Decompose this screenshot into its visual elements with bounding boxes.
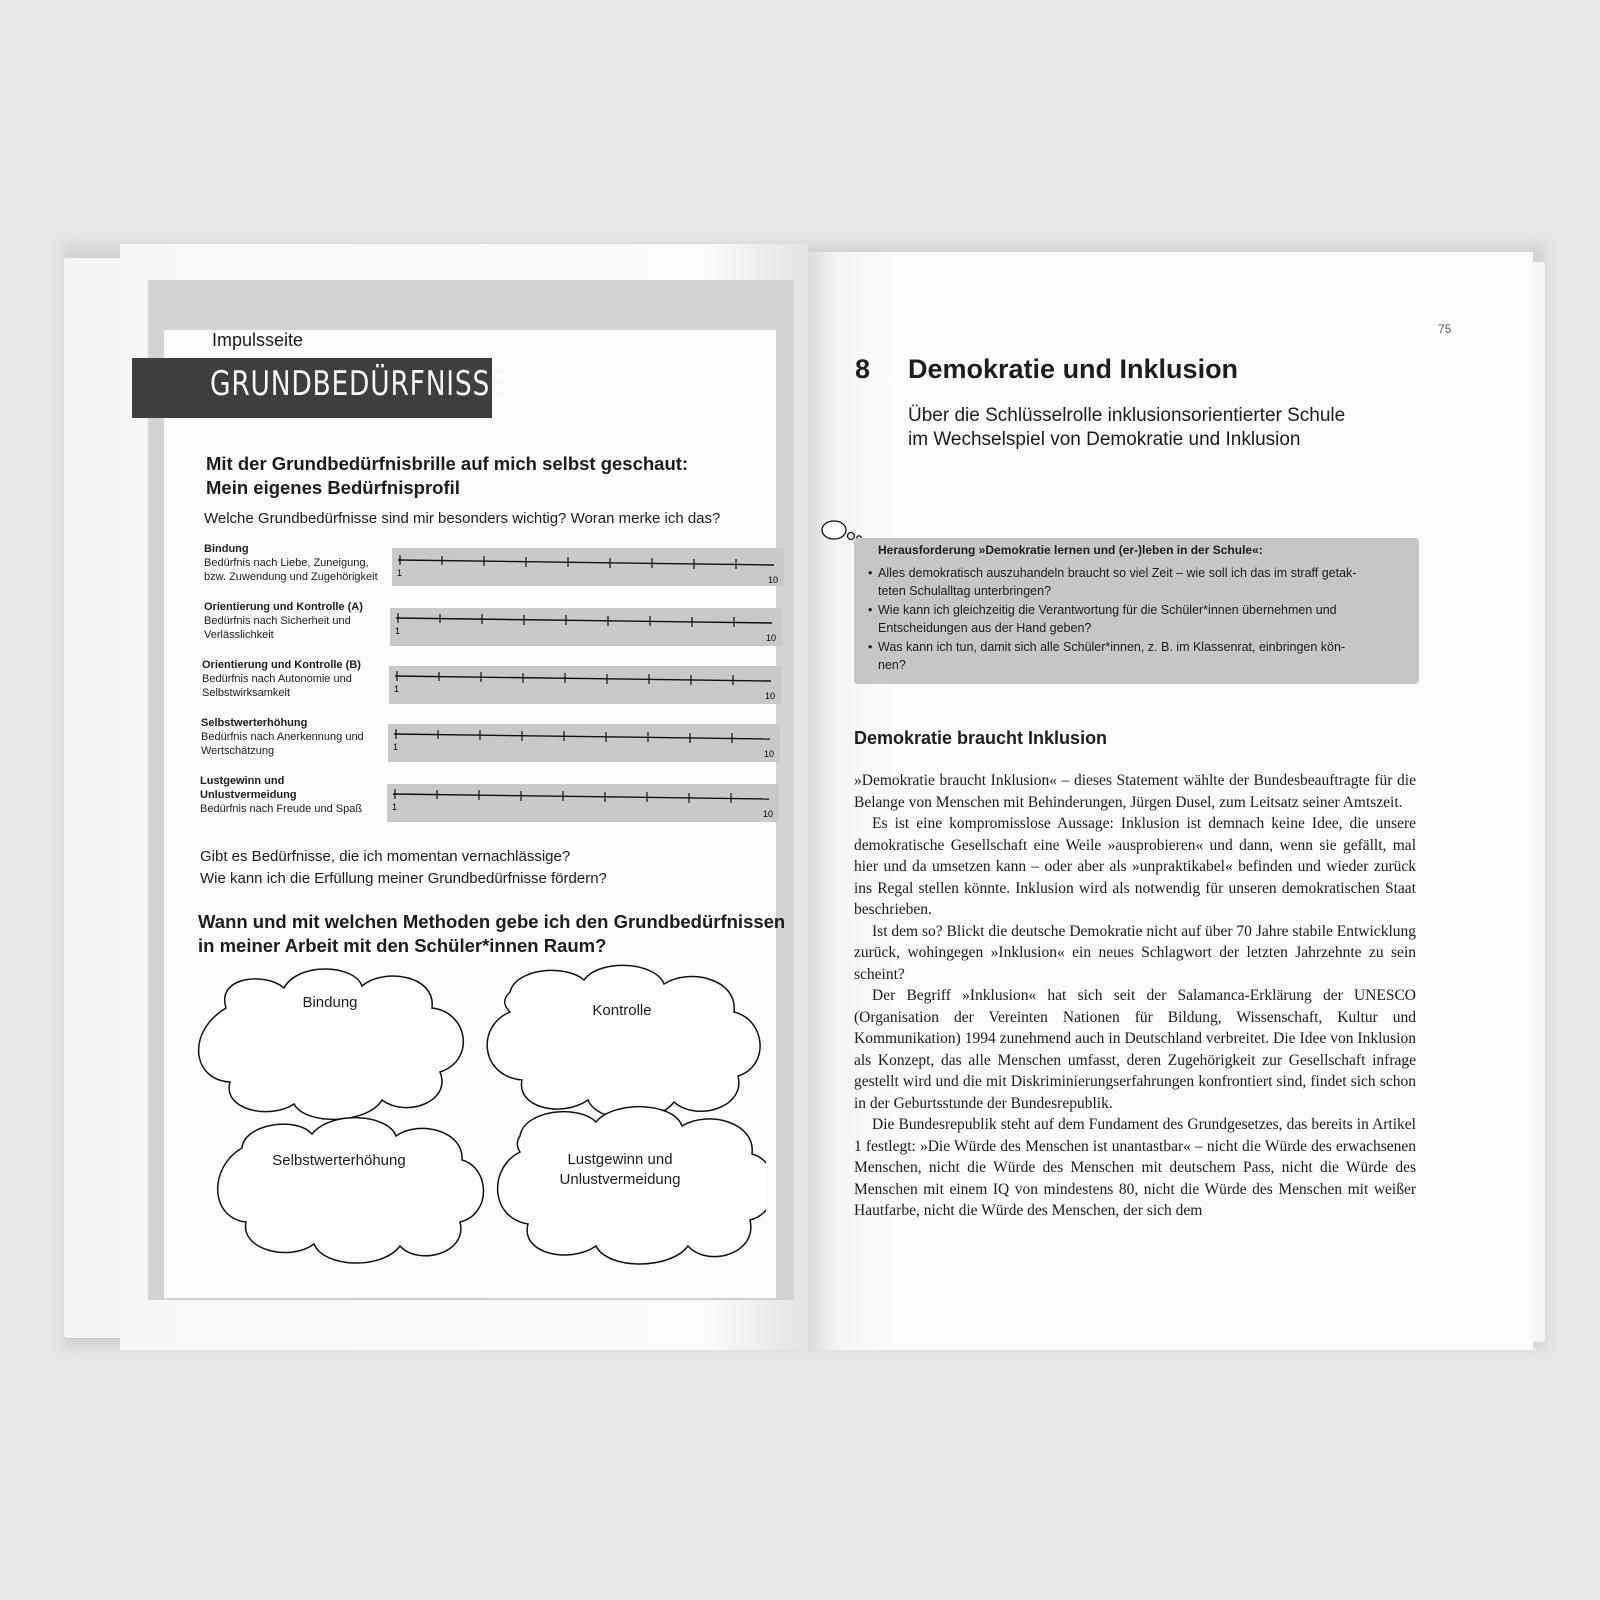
- cloud-label-bindung: Bindung: [302, 994, 358, 1011]
- paragraph: Ist dem so? Blickt die deutsche Demokratie nicht auf über 70 Jahre stabile Entwicklung zurück, wohingegen »Inklusion« ein neues Schlagwort der letzten Jahrzehnte zu sein scheint?: [854, 922, 1416, 983]
- question-line: Wie kann ich die Erfüllung meiner Grundbedürfnisse fördern?: [200, 870, 607, 887]
- need-label-lustgewinn: [200, 774, 380, 816]
- need-desc: Verlässlichkeit: [204, 629, 274, 641]
- cloud-label-kontrolle: Kontrolle: [592, 1002, 652, 1019]
- section-label: Impulsseite: [212, 330, 304, 350]
- bullet-line: nen?: [878, 658, 906, 672]
- heading-profile-line2: Mein eigenes Bedürfnisprofil: [206, 477, 460, 498]
- scale-max: 10: [766, 633, 777, 643]
- heading-methods: [198, 910, 785, 958]
- bullet-icon: •: [868, 640, 873, 654]
- need-title: Lustgewinn und: [200, 775, 285, 787]
- scale-min: 1: [394, 684, 400, 694]
- chapter-number: 8: [855, 354, 871, 384]
- chapter-subtitle: [908, 404, 1448, 452]
- cloud-label-line: Unlustvermeidung: [559, 1171, 681, 1188]
- scale-max: 10: [763, 809, 774, 819]
- scale-min: 1: [392, 802, 398, 812]
- rating-scale-orientierung-a[interactable]: [390, 608, 782, 646]
- need-label-orientierung-b: [202, 658, 382, 700]
- subtitle-line: Über die Schlüsselrolle inklusionsorientierter Schule: [908, 405, 1346, 426]
- need-label-bindung: [204, 542, 384, 584]
- need-desc: Bedürfnis nach Autonomie und: [202, 673, 352, 685]
- body-text: [854, 770, 1416, 1222]
- rating-scale-selbstwert[interactable]: [388, 724, 780, 762]
- heading-methods-line2: in meiner Arbeit mit den Schüler*innen Raum?: [198, 935, 607, 956]
- rating-scale-orientierung-b[interactable]: [389, 666, 781, 704]
- need-desc: Selbstwirksamkeit: [202, 687, 291, 699]
- need-desc: Bedürfnis nach Sicherheit und: [204, 615, 351, 627]
- need-label-orientierung-a: [204, 600, 384, 642]
- bullet-icon: •: [868, 603, 873, 617]
- need-label-selbstwert: [201, 716, 381, 758]
- cloud-kontrolle-shape: [487, 965, 760, 1119]
- need-desc: Bedürfnis nach Freude und Spaß: [200, 803, 363, 815]
- cloud-label-line: Lustgewinn und: [567, 1151, 673, 1168]
- bullet-icon: •: [868, 566, 873, 580]
- question-neglected-needs: [200, 846, 607, 890]
- banner-title: GRUNDBEDÜRFNISSE: [210, 364, 508, 404]
- question-important-needs: Welche Grundbedürfnisse sind mir besonders wichtig? Woran merke ich das?: [204, 510, 721, 527]
- bullet-line: Was kann ich tun, damit sich alle Schüler*innen, z. B. im Klassenrat, einbringen kön-: [878, 640, 1346, 654]
- cloud-label-selbstwert: Selbstwerterhöhung: [272, 1152, 406, 1169]
- bullet-line: Entscheidungen aus der Hand geben?: [878, 621, 1092, 635]
- question-line: Gibt es Bedürfnisse, die ich momentan vernachlässige?: [200, 848, 571, 865]
- need-title: Bindung: [204, 543, 249, 555]
- rating-scale-lustgewinn[interactable]: [387, 784, 779, 822]
- need-desc: Bedürfnis nach Liebe, Zuneigung,: [204, 557, 369, 569]
- need-title: Orientierung und Kontrolle (A): [204, 601, 363, 613]
- cloud-selbstwert-shape: [218, 1118, 484, 1263]
- scale-max: 10: [764, 749, 775, 759]
- cloud-bindung-shape: [199, 969, 464, 1119]
- section-heading: Demokratie braucht Inklusion: [854, 728, 1108, 748]
- bullet-line: Alles demokratisch auszuhandeln braucht so viel Zeit – wie soll ich das im straff getak-: [878, 566, 1357, 580]
- heading-profile-line1: Mit der Grundbedürfnisbrille auf mich selbst geschaut:: [206, 453, 689, 474]
- scale-min: 1: [395, 626, 401, 636]
- bullet-line: teten Schulalltag unterbringen?: [878, 584, 1052, 598]
- paragraph: Der Begriff »Inklusion« hat sich seit der Salamanca-Erklärung der UNESCO (Organisation der Vereinten Nationen für Bildung, Wissenschaft, Kultur und Kommunikation) 1994 zunehmend auch in Deutschland verbreitet. Die Idee von Inklusion als Konzept, das alle Menschen umfasst, deren Zugehörigkeit zur Gesellschaft infrage gestellt wird und die mit Diskriminierungserfahrungen konfrontiert sind, findet sich schon in der Geburtsstunde der Bundesrepublik.: [854, 987, 1416, 1112]
- need-title: Orientierung und Kontrolle (B): [202, 659, 361, 671]
- heading-profile: [206, 452, 688, 500]
- paragraph: Es ist eine kompromisslose Aussage: Inklusion ist demnach keine Idee, die unsere demokratische Gesellschaft eine Weile »ausprobieren« und dann, wenn sie gefällt, mal hier und da umsetzen kann – oder aber als »unpraktikabel« befinden und wieder zurück ins Regal stellen könnte. Inklusion wird als notwendig für unseren demokratischen Staat beschrieben.: [854, 815, 1416, 918]
- scale-max: 10: [765, 691, 776, 701]
- scale-max: 10: [768, 575, 779, 585]
- need-title-line2: Unlustvermeidung: [200, 789, 297, 801]
- rating-scale-bindung[interactable]: [392, 548, 784, 586]
- paragraph: Die Bundesrepublik steht auf dem Fundament des Grundgesetzes, das bereits in Artikel 1 festlegt: »Die Würde des Menschen ist unantastbar« – nicht die Würde des erwachsenen Menschen, nicht die Würde des Menschen mit deutschem Pass, nicht die Würde des Menschen mit einem IQ von mindestens 80, nicht die Würde des Menschen mit weißer Hautfarbe, nicht die Würde des Menschen, der sich dem: [854, 1116, 1416, 1219]
- cloud-label-lustgewinn: [540, 1150, 700, 1190]
- page-number: 75: [1438, 322, 1452, 336]
- chapter-title: Demokratie und Inklusion: [908, 354, 1239, 384]
- scale-min: 1: [397, 568, 403, 578]
- subtitle-line: im Wechselspiel von Demokratie und Inklusion: [908, 429, 1301, 450]
- heading-methods-line1: Wann und mit welchen Methoden gebe ich den Grundbedürfnissen: [198, 911, 786, 932]
- paragraph: »Demokratie braucht Inklusion« – dieses Statement wählte der Bundesbeauftragte für die Belange von Menschen mit Behinderungen, Jürgen Dusel, zum Leitsatz seiner Amtszeit.: [854, 772, 1416, 811]
- need-title: Selbstwerterhöhung: [201, 717, 308, 729]
- need-desc: Bedürfnis nach Anerkennung und: [201, 731, 364, 743]
- scale-min: 1: [393, 742, 399, 752]
- need-desc: bzw. Zuwendung und Zugehörigkeit: [204, 571, 378, 583]
- title-banner: [132, 358, 508, 418]
- need-desc: Wertschätzung: [201, 745, 275, 757]
- challenge-box-title: Herausforderung »Demokratie lernen und (er-)leben in der Schule«:: [878, 543, 1263, 557]
- bullet-line: Wie kann ich gleichzeitig die Verantwortung für die Schüler*innen übernehmen und: [878, 603, 1337, 617]
